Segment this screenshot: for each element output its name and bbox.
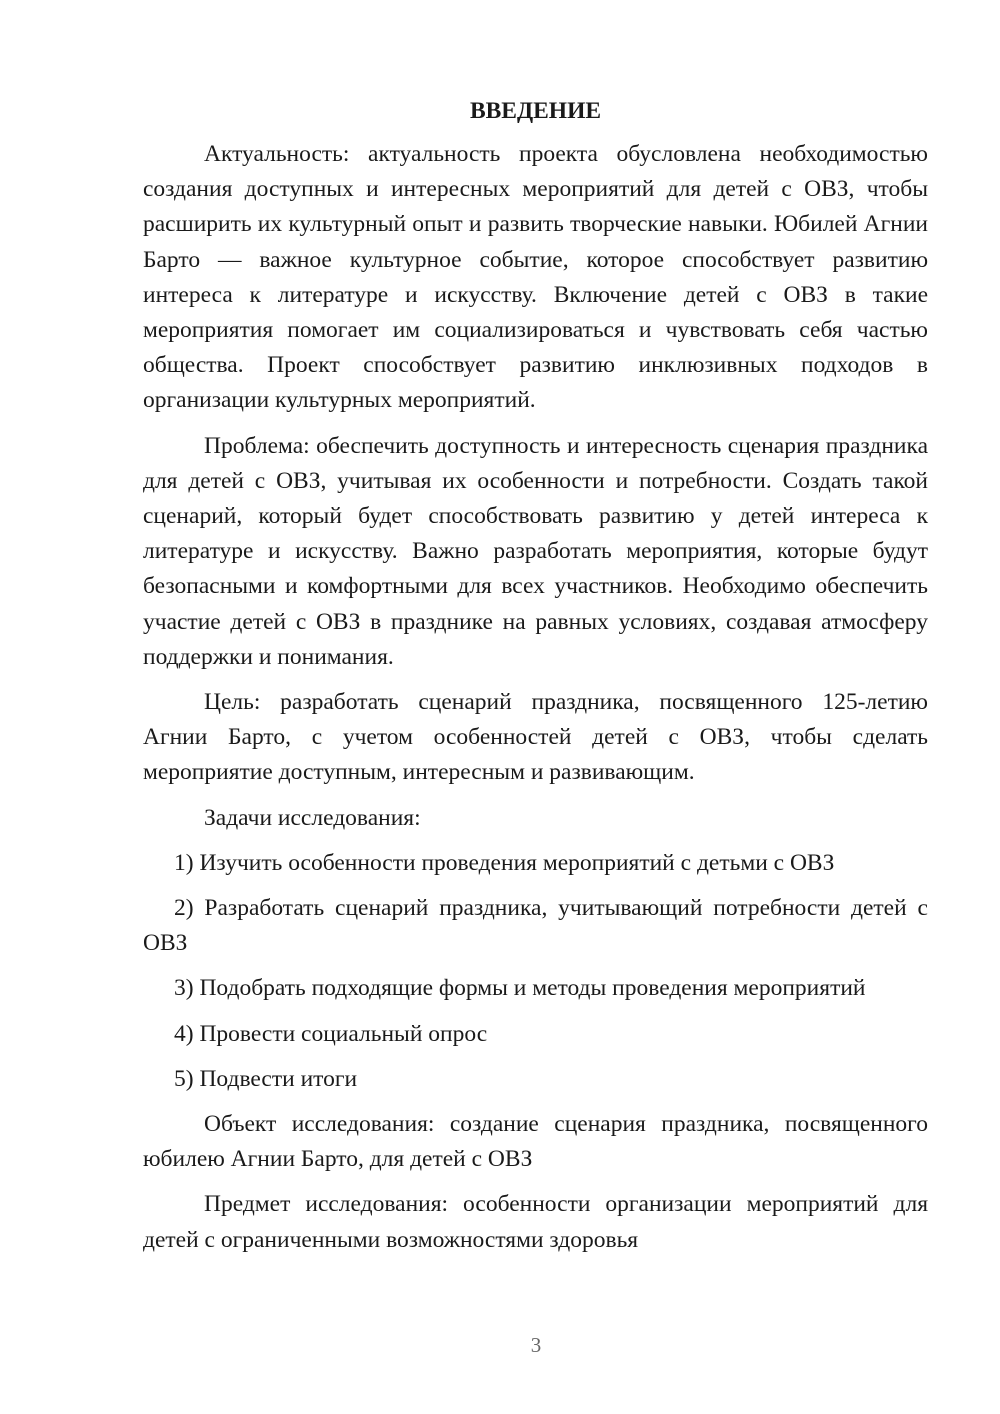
subject-paragraph: Предмет исследования: особенности организации мероприятий для детей с ограниченными возможностями здоровья <box>143 1191 928 1253</box>
page-content <box>143 96 928 1268</box>
task-item: 5) Подвести итоги <box>174 1065 358 1092</box>
goal-paragraph: Цель: разработать сценарий праздника, посвященного 125-летию Агнии Барто, с учетом особенностей детей с ОВЗ, чтобы сделать мероприятие доступным, интересным и развивающим. <box>143 689 928 786</box>
problem-paragraph: Проблема: обеспечить доступность и интересность сценария праздника для детей с ОВЗ, учитывая их особенности и потребности. Создать такой сценарий, который будет способствовать развитию у детей интереса к литературе и искусству. Важно разработать мероприятия, которые будут безопасными и комфортными для всех участников. Необходимо обеспечить участие детей с ОВЗ в празднике на равных условиях, создавая атмосферу поддержки и понимания. <box>143 432 928 670</box>
object-paragraph: Объект исследования: создание сценария праздника, посвященного юбилею Агнии Барто, для детей с ОВЗ <box>143 1111 928 1173</box>
task-item: 2) Разработать сценарий праздника, учитывающий потребности детей с ОВЗ <box>143 895 928 957</box>
page-number: 3 <box>530 1333 542 1357</box>
tasks-heading: Задачи исследования: <box>204 804 421 831</box>
task-item: 3) Подобрать подходящие формы и методы проведения мероприятий <box>174 975 866 1002</box>
relevance-paragraph: Актуальность: актуальность проекта обусловлена необходимостью создания доступных и интересных мероприятий для детей с ОВЗ, чтобы расширить их культурный опыт и развить творческие навыки. Юбилей Агнии Барто — важное культурное событие, которое способствует развитию интереса к литературе и искусству. Включение детей с ОВЗ в такие мероприятия помогает им социализироваться и чувствовать себя частью общества. Проект способствует развитию инклюзивных подходов в организации культурных мероприятий. <box>143 141 928 414</box>
task-item: 1) Изучить особенности проведения мероприятий с детьми с ОВЗ <box>174 849 835 876</box>
page-title: ВВЕДЕНИЕ <box>469 98 602 124</box>
task-item: 4) Провести социальный опрос <box>174 1020 488 1047</box>
